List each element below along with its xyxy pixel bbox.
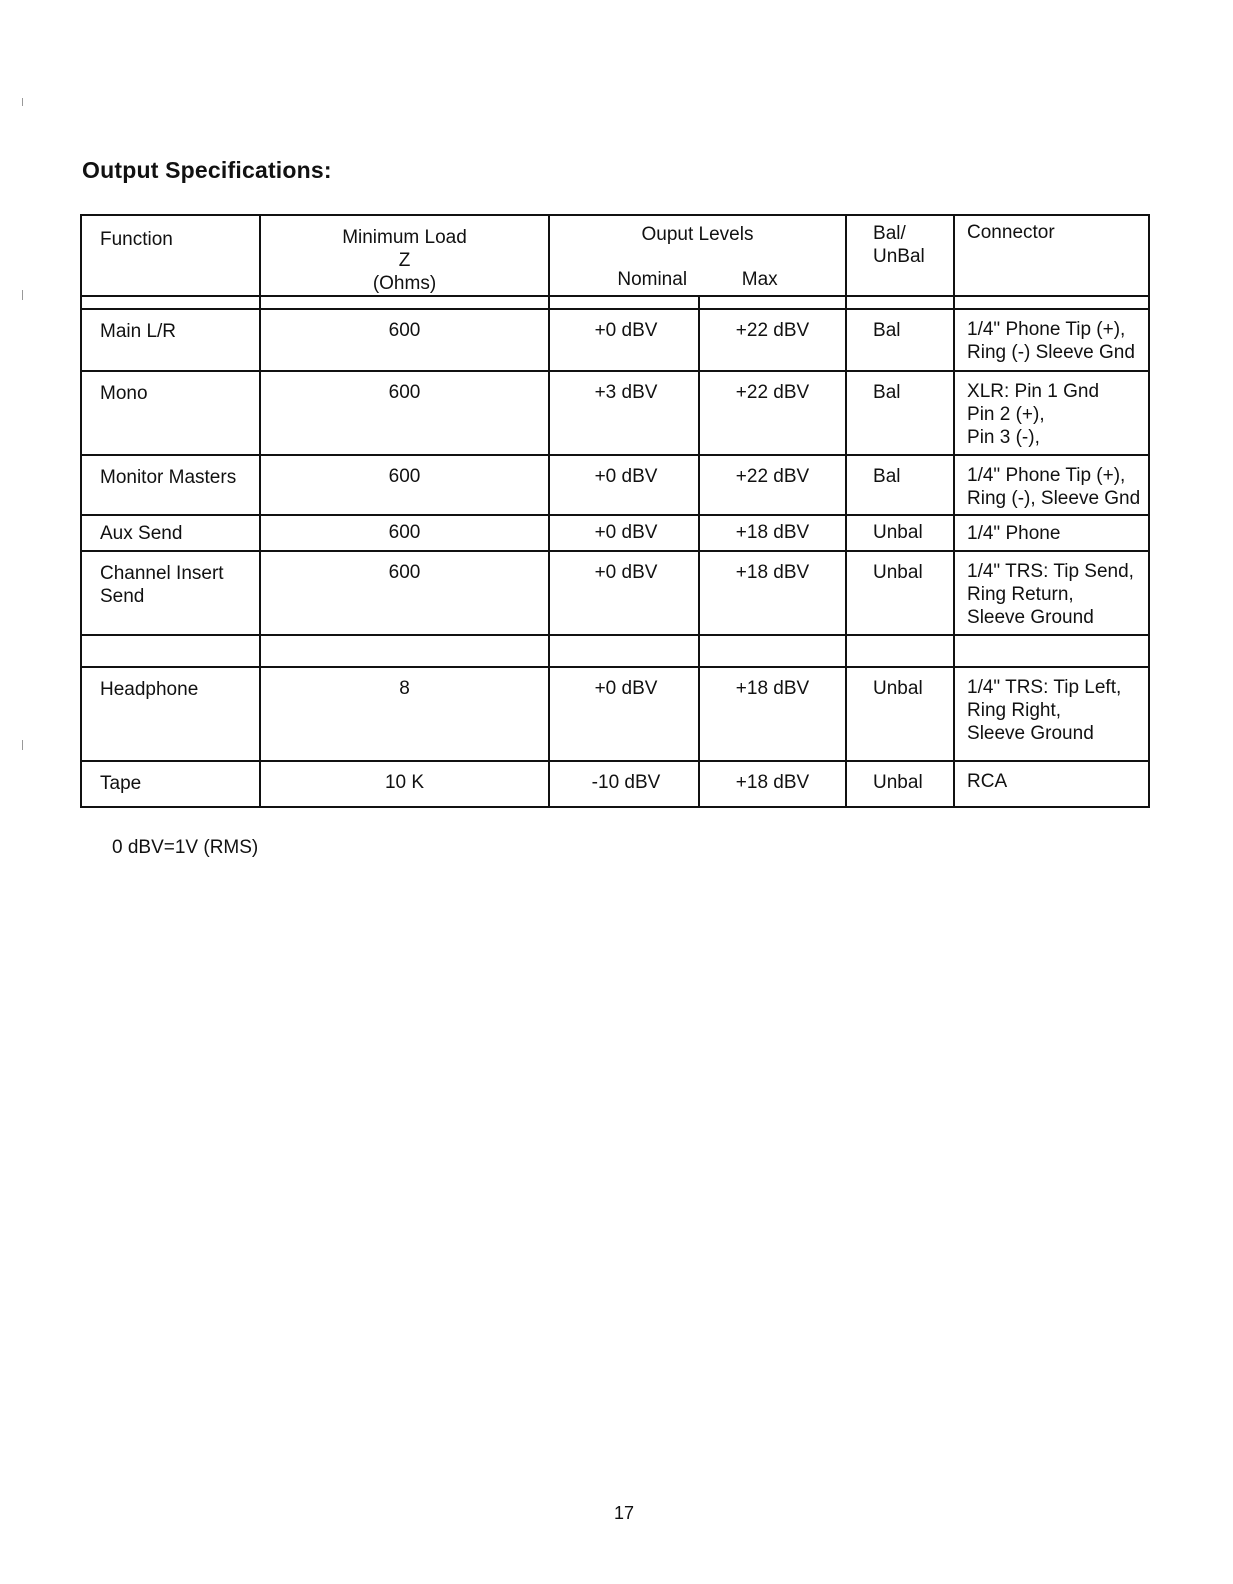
page-title: Output Specifications:	[82, 157, 332, 183]
scan-mark	[22, 740, 23, 750]
table-header-row	[81, 215, 1149, 296]
blank-row	[81, 635, 1149, 667]
table-row: Monitor Masters 600 +0 dBV +22 dBV Bal 1/4" Phone Tip (+), Ring (-), Sleeve Gnd	[81, 455, 1149, 515]
header-min-load: Minimum Load Z (Ohms)	[260, 215, 549, 296]
output-specs-table	[80, 214, 1150, 808]
table-row: Headphone 8 +0 dBV +18 dBV Unbal 1/4" TRS: Tip Left, Ring Right, Sleeve Ground	[81, 667, 1149, 761]
table-row: Channel Insert Send 600 +0 dBV +18 dBV Unbal 1/4" TRS: Tip Send, Ring Return, Sleeve Ground	[81, 551, 1149, 635]
header-max: Max	[741, 269, 778, 290]
header-function: Function	[81, 215, 260, 296]
separator-row	[81, 296, 1149, 309]
table-row: Main L/R 600 +0 dBV +22 dBV Bal 1/4" Phone Tip (+), Ring (-) Sleeve Gnd	[81, 309, 1149, 371]
header-output-levels: Ouput Levels Nominal Max	[549, 215, 846, 296]
header-bal: Bal/ UnBal	[846, 215, 954, 296]
table-row: Tape 10 K -10 dBV +18 dBV Unbal RCA	[81, 761, 1149, 807]
header-connector: Connector	[954, 215, 1149, 296]
scan-mark	[22, 98, 23, 106]
table-row: Aux Send 600 +0 dBV +18 dBV Unbal 1/4" Phone	[81, 515, 1149, 551]
page-number: 17	[614, 1503, 635, 1523]
footnote: 0 dBV=1V (RMS)	[112, 837, 259, 858]
table-row: Mono 600 +3 dBV +22 dBV Bal XLR: Pin 1 Gnd Pin 2 (+), Pin 3 (-),	[81, 371, 1149, 455]
scan-mark	[22, 290, 23, 300]
header-nominal: Nominal	[617, 269, 688, 290]
